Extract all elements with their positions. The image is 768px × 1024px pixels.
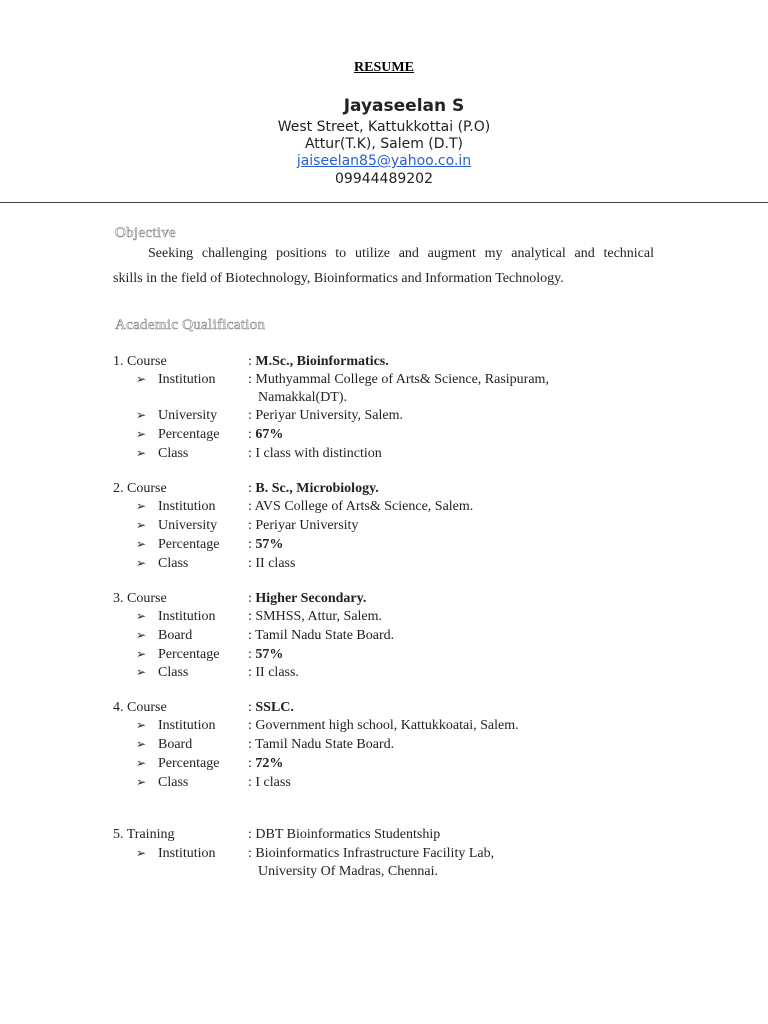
detail-value: : 57% [248, 647, 284, 662]
phone-number: 09944489202 [335, 171, 433, 187]
arrow-bullet-icon: ➢ [136, 372, 147, 386]
detail-value: : Tamil Nadu State Board. [248, 737, 395, 752]
detail-label: Institution [158, 609, 216, 624]
detail-value: : Tamil Nadu State Board. [248, 628, 395, 643]
course-value: : SSLC. [248, 700, 294, 715]
arrow-bullet-icon: ➢ [136, 427, 147, 441]
detail-value: : I class with distinction [248, 446, 382, 461]
course-value: : M.Sc., Bioinformatics. [248, 354, 389, 369]
detail-label: Percentage [158, 537, 220, 552]
course-label: 2. Course [113, 481, 167, 496]
training-value: : DBT Bioinformatics Studentship [248, 827, 441, 842]
course-label: 1. Course [113, 354, 167, 369]
detail-value: : 57% [248, 537, 284, 552]
arrow-bullet-icon: ➢ [136, 775, 147, 789]
detail-value: : Periyar University [248, 518, 359, 533]
arrow-bullet-icon: ➢ [136, 718, 147, 732]
objective-line-1: Seeking challenging positions to utilize and augment my analytical and technical [148, 246, 654, 261]
detail-value: : 67% [248, 427, 284, 442]
address-line-2: Attur(T.K), Salem (D.T) [304, 136, 464, 152]
detail-label: Institution [158, 372, 216, 387]
arrow-bullet-icon: ➢ [136, 609, 147, 623]
detail-label: Board [158, 737, 193, 752]
course-label: 4. Course [113, 700, 167, 715]
arrow-bullet-icon: ➢ [136, 556, 147, 570]
detail-label: Institution [158, 846, 216, 861]
detail-label: Class [158, 665, 189, 680]
detail-label: Board [158, 628, 193, 643]
arrow-bullet-icon: ➢ [136, 446, 147, 460]
detail-label: University [158, 408, 218, 423]
objective-heading: Objective [115, 225, 177, 241]
detail-value: : SMHSS, Attur, Salem. [248, 609, 383, 624]
address-line-1: West Street, Kattukkottai (P.O) [277, 119, 491, 135]
detail-value: : I class [248, 775, 291, 790]
arrow-bullet-icon: ➢ [136, 737, 147, 751]
detail-value: : Bioinformatics Infrastructure Facility Lab, [248, 846, 495, 861]
arrow-bullet-icon: ➢ [136, 647, 147, 661]
arrow-bullet-icon: ➢ [136, 846, 147, 860]
academic-heading: Academic Qualification [115, 317, 266, 333]
course-value: : Higher Secondary. [248, 591, 367, 606]
detail-value: : Government high school, Kattukkoatai, Salem. [248, 718, 519, 733]
detail-label: Percentage [158, 427, 220, 442]
resume-title: RESUME [354, 60, 414, 75]
detail-value: : Periyar University, Salem. [248, 408, 404, 423]
candidate-name: Jayaseelan S [343, 96, 465, 116]
arrow-bullet-icon: ➢ [136, 537, 147, 551]
detail-label: Class [158, 446, 189, 461]
detail-value: : II class. [248, 665, 299, 680]
detail-label: University [158, 518, 218, 533]
arrow-bullet-icon: ➢ [136, 756, 147, 770]
detail-label: Institution [158, 499, 216, 514]
arrow-bullet-icon: ➢ [136, 628, 147, 642]
header-divider [0, 202, 768, 203]
detail-label: Institution [158, 718, 216, 733]
training-label: 5. Training [113, 827, 175, 842]
detail-value: : AVS College of Arts& Science, Salem. [248, 499, 474, 514]
arrow-bullet-icon: ➢ [136, 499, 147, 513]
objective-line-2: skills in the field of Biotechnology, Bioinformatics and Information Technology. [113, 271, 564, 286]
course-value: : B. Sc., Microbiology. [248, 481, 379, 496]
arrow-bullet-icon: ➢ [136, 665, 147, 679]
detail-label: Class [158, 556, 189, 571]
detail-label: Class [158, 775, 189, 790]
email-link[interactable]: jaiseelan85@yahoo.co.in [296, 153, 472, 169]
detail-label: Percentage [158, 756, 220, 771]
objective-text [113, 241, 654, 291]
detail-value: : II class [248, 556, 296, 571]
detail-continuation: University Of Madras, Chennai. [258, 864, 439, 879]
detail-label: Percentage [158, 647, 220, 662]
arrow-bullet-icon: ➢ [136, 408, 147, 422]
detail-continuation: Namakkal(DT). [258, 390, 348, 405]
course-label: 3. Course [113, 591, 167, 606]
arrow-bullet-icon: ➢ [136, 518, 147, 532]
detail-value: : 72% [248, 756, 284, 771]
detail-value: : Muthyammal College of Arts& Science, Rasipuram, [248, 372, 549, 387]
